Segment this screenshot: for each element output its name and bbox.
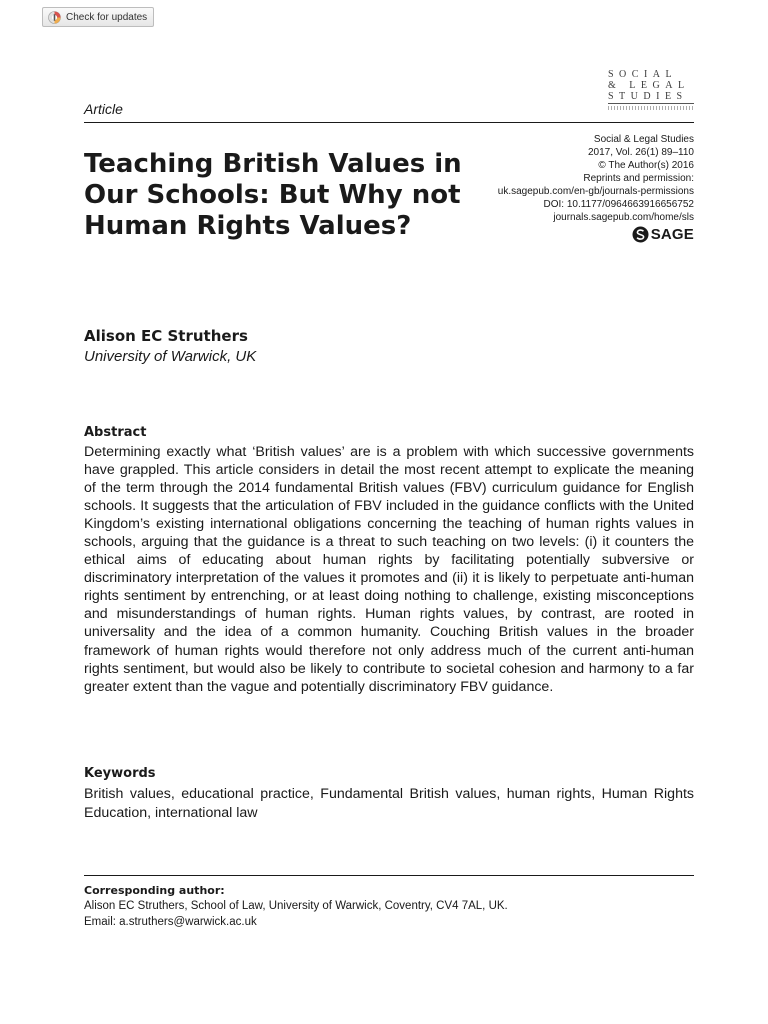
- journal-logo-fineprint: [608, 106, 694, 110]
- corresponding-author-address: Alison EC Struthers, School of Law, University of Warwick, Coventry, CV4 7AL, UK.: [84, 900, 508, 912]
- check-for-updates-button[interactable]: [42, 7, 154, 27]
- publisher-name: SAGE: [650, 226, 694, 243]
- crossmark-icon: [48, 11, 61, 24]
- journal-logo-line: STUDIES: [608, 91, 688, 102]
- doi-link[interactable]: DOI: 10.1177/0964663916656752: [543, 199, 694, 210]
- sage-logo-icon: [632, 226, 649, 243]
- journal-logo: [608, 69, 696, 110]
- corresponding-author-heading: Corresponding author:: [84, 884, 225, 897]
- reprints-label: Reprints and permission:: [583, 173, 694, 184]
- article-title: Teaching British Values in Our Schools: But Why not Human Rights Values?: [84, 149, 462, 241]
- abstract-heading: Abstract: [84, 425, 147, 440]
- author-affiliation: University of Warwick, UK: [84, 348, 257, 365]
- keywords-text: British values, educational practice, Fundamental British values, human rights, Human Rights Education, international law: [84, 786, 694, 821]
- journal-volume: 2017, Vol. 26(1) 89–110: [587, 147, 694, 158]
- journal-logo-rule: [608, 103, 694, 104]
- journal-logo-line: SOCIAL: [608, 69, 678, 80]
- header-divider: [84, 122, 694, 123]
- copyright-notice: © The Author(s) 2016: [598, 160, 694, 171]
- journal-meta: [434, 133, 694, 224]
- author-name: Alison EC Struthers: [84, 327, 248, 345]
- journal-logo-line: & LEGAL: [608, 80, 690, 91]
- check-for-updates-label: Check for updates: [66, 11, 148, 23]
- corresponding-author-email[interactable]: Email: a.struthers@warwick.ac.uk: [84, 916, 257, 928]
- publisher-logo: [632, 226, 694, 243]
- journal-homepage-link[interactable]: journals.sagepub.com/home/sls: [553, 212, 694, 223]
- article-type-label: Article: [84, 101, 123, 117]
- abstract-text: Determining exactly what ‘British values’ are is a problem with which successive governments have grappled. This article considers in detail the most recent attempt to explicate the meaning of the term through the 2014 fundamental British values (FBV) curriculum guidance for English schools. It suggests that the articulation of FBV included in the guidance conflicts with the United Kingdom’s existing international obligations concerning the teaching of human rights values in schools, arguing that the guidance is a threat to such teaching on two levels: (i) it counters the ethical aims of educating about human rights by facilitating potentially subversive or discriminatory interpretation of the values it promotes and (ii) it is likely to perpetuate anti-human rights sentiment by entrenching, or at least doing nothing to challenge, existing misconceptions and misunderstandings of human rights. Human rights values, by contrast, are rooted in universality and the idea of a common humanity. Couching British values in the broader framework of human rights would therefore not only address much of the current anti-human rights sentiment, but would also be likely to contribute to societal cohesion and harmony to a far greater extent than the vague and potentially discriminatory FBV guidance.: [84, 444, 694, 695]
- keywords-heading: Keywords: [84, 766, 156, 781]
- permissions-link[interactable]: uk.sagepub.com/en-gb/journals-permissions: [497, 186, 694, 197]
- footer-divider: [84, 875, 694, 876]
- journal-name: Social & Legal Studies: [593, 134, 694, 145]
